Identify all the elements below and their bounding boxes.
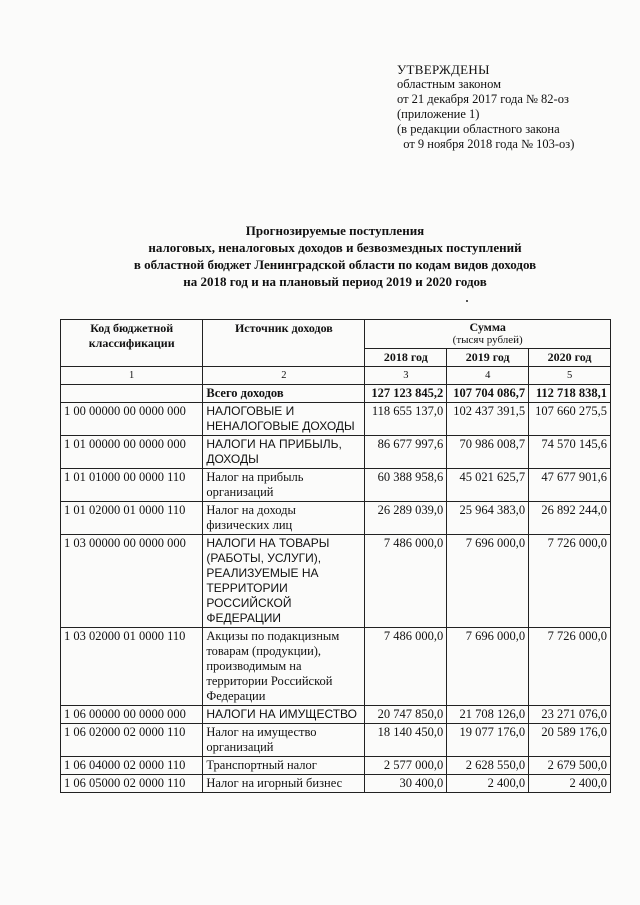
title-line: налоговых, неналоговых доходов и безвозмездных поступлений (148, 240, 522, 255)
table-row (61, 436, 611, 469)
row-value-2019: 7 696 000,0 (447, 535, 529, 628)
total-2018: 127 123 845,2 (365, 385, 447, 403)
row-value-2020: 23 271 076,0 (529, 706, 611, 724)
table-row (61, 628, 611, 706)
header-code: Код бюджетной классификации (61, 320, 203, 367)
row-value-2018: 7 486 000,0 (365, 535, 447, 628)
row-code: 1 06 05000 02 0000 110 (61, 775, 203, 793)
total-2019: 107 704 086,7 (447, 385, 529, 403)
row-value-2018: 7 486 000,0 (365, 628, 447, 706)
column-number: 5 (529, 367, 611, 385)
row-code: 1 03 02000 01 0000 110 (61, 628, 203, 706)
header-source: Источник доходов (203, 320, 365, 367)
row-value-2018: 60 388 958,6 (365, 469, 447, 502)
table-row (61, 706, 611, 724)
row-value-2019: 2 400,0 (447, 775, 529, 793)
row-value-2019: 19 077 176,0 (447, 724, 529, 757)
row-code: 1 01 00000 00 0000 000 (61, 436, 203, 469)
row-source: Налог на прибыль организаций (203, 469, 365, 502)
approval-line: УТВЕРЖДЕНЫ (397, 62, 490, 77)
row-value-2018: 30 400,0 (365, 775, 447, 793)
table-row (61, 724, 611, 757)
row-value-2020: 47 677 901,6 (529, 469, 611, 502)
document-title (80, 222, 590, 290)
title-line: в областной бюджет Ленинградской области по кодам видов доходов (133, 257, 537, 272)
row-source: Транспортный налог (203, 757, 365, 775)
row-source: НАЛОГИ НА ИМУЩЕСТВО (203, 706, 365, 724)
total-code (61, 385, 203, 403)
row-value-2018: 86 677 997,6 (365, 436, 447, 469)
header-year-2018: 2018 год (365, 349, 447, 367)
row-source: Акцизы по подакцизным товарам (продукции), производимым на территории Российской Федерации (203, 628, 365, 706)
row-code: 1 06 04000 02 0000 110 (61, 757, 203, 775)
header-sum (365, 320, 611, 349)
total-2020: 112 718 838,1 (529, 385, 611, 403)
approval-line: (приложение 1) (397, 107, 480, 121)
approval-line: областным законом (397, 77, 502, 91)
row-code: 1 01 01000 00 0000 110 (61, 469, 203, 502)
total-row (61, 385, 611, 403)
approval-stamp (397, 62, 574, 152)
table-row (61, 535, 611, 628)
row-value-2018: 26 289 039,0 (365, 502, 447, 535)
row-code: 1 03 00000 00 0000 000 (61, 535, 203, 628)
table-row (61, 757, 611, 775)
row-value-2020: 26 892 244,0 (529, 502, 611, 535)
row-value-2019: 7 696 000,0 (447, 628, 529, 706)
row-source: Налог на доходы физических лиц (203, 502, 365, 535)
row-code: 1 01 02000 01 0000 110 (61, 502, 203, 535)
row-value-2019: 2 628 550,0 (447, 757, 529, 775)
row-value-2019: 25 964 383,0 (447, 502, 529, 535)
header-sum-unit: (тысяч рублей) (452, 334, 523, 346)
column-number: 4 (447, 367, 529, 385)
total-label: Всего доходов (203, 385, 365, 403)
approval-line: от 21 декабря 2017 года № 82-оз (397, 92, 569, 106)
row-value-2020: 74 570 145,6 (529, 436, 611, 469)
approval-line: от 9 ноября 2018 года № 103-оз) (397, 137, 575, 151)
header-year-2019: 2019 год (447, 349, 529, 367)
row-value-2019: 21 708 126,0 (447, 706, 529, 724)
row-value-2019: 45 021 625,7 (447, 469, 529, 502)
revenue-table (60, 319, 611, 793)
row-source: НАЛОГОВЫЕ И НЕНАЛОГОВЫЕ ДОХОДЫ (203, 403, 365, 436)
header-year-2020: 2020 год (529, 349, 611, 367)
approval-line: (в редакции областного закона (397, 122, 560, 136)
title-line: Прогнозируемые поступления (245, 223, 425, 238)
row-value-2018: 118 655 137,0 (365, 403, 447, 436)
row-value-2018: 18 140 450,0 (365, 724, 447, 757)
row-value-2020: 7 726 000,0 (529, 628, 611, 706)
row-code: 1 06 00000 00 0000 000 (61, 706, 203, 724)
row-value-2020: 20 589 176,0 (529, 724, 611, 757)
table-header-row (61, 320, 611, 349)
row-value-2020: 2 679 500,0 (529, 757, 611, 775)
column-number: 3 (365, 367, 447, 385)
header-sum-label: Сумма (469, 320, 506, 334)
row-value-2020: 2 400,0 (529, 775, 611, 793)
row-code: 1 00 00000 00 0000 000 (61, 403, 203, 436)
column-number: 2 (203, 367, 365, 385)
row-source: НАЛОГИ НА ТОВАРЫ (РАБОТЫ, УСЛУГИ), РЕАЛИЗУЕМЫЕ НА ТЕРРИТОРИИ РОССИЙСКОЙ ФЕДЕРАЦИИ (203, 535, 365, 628)
scan-speck (466, 300, 468, 302)
row-source: Налог на игорный бизнес (203, 775, 365, 793)
row-value-2019: 70 986 008,7 (447, 436, 529, 469)
title-line: на 2018 год и на плановый период 2019 и 2020 годов (183, 274, 487, 289)
row-source: НАЛОГИ НА ПРИБЫЛЬ, ДОХОДЫ (203, 436, 365, 469)
table-row (61, 403, 611, 436)
row-value-2020: 107 660 275,5 (529, 403, 611, 436)
row-value-2019: 102 437 391,5 (447, 403, 529, 436)
table-row (61, 502, 611, 535)
column-number: 1 (61, 367, 203, 385)
column-number-row (61, 367, 611, 385)
row-value-2018: 20 747 850,0 (365, 706, 447, 724)
table-row (61, 775, 611, 793)
row-source: Налог на имущество организаций (203, 724, 365, 757)
row-value-2018: 2 577 000,0 (365, 757, 447, 775)
row-value-2020: 7 726 000,0 (529, 535, 611, 628)
row-code: 1 06 02000 02 0000 110 (61, 724, 203, 757)
table-row (61, 469, 611, 502)
